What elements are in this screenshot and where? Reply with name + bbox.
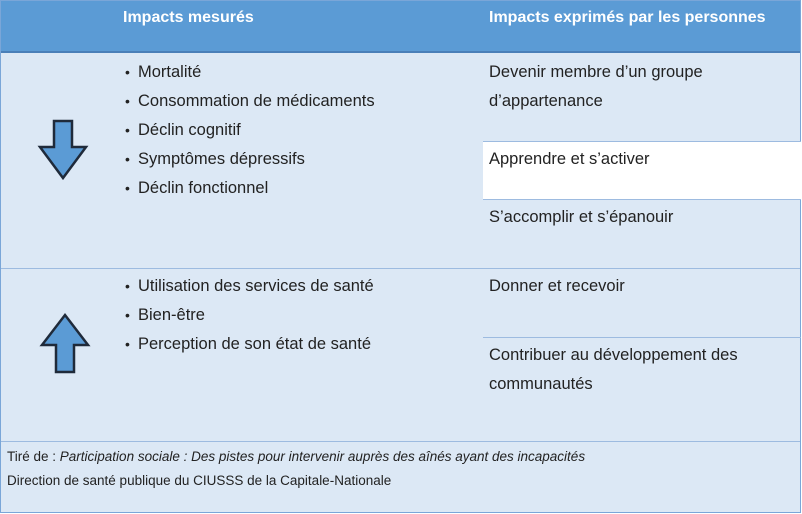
expressed-item: Donner et recevoir — [489, 277, 625, 295]
header-expressed: Impacts exprimés par les personnes — [489, 9, 766, 26]
expressed-item: Devenir membre d’un groupe d’appartenance — [489, 63, 703, 110]
cell-divider — [483, 337, 801, 338]
list-item: • Déclin cognitif — [125, 121, 241, 139]
cell-divider — [483, 199, 801, 200]
expressed-item: S’accomplir et s’épanouir — [489, 208, 674, 226]
list-item: • Perception de son état de santé — [125, 335, 371, 353]
row-divider — [1, 441, 800, 442]
list-item: • Symptômes dépressifs — [125, 150, 305, 168]
list-item: • Mortalité — [125, 63, 202, 81]
list-item: • Consommation de médicaments — [125, 92, 375, 110]
citation-title: Participation sociale : Des pistes pour intervenir auprès des aînés ayant des incapacités — [59, 449, 586, 464]
list-item: • Utilisation des services de santé — [125, 277, 374, 295]
list-item: • Bien-être — [125, 306, 205, 324]
header-measured: Impacts mesurés — [123, 9, 254, 26]
measured-list-1 — [125, 58, 375, 203]
cell-divider — [483, 141, 801, 142]
citation-prefix: Tiré de : — [7, 449, 60, 464]
arrow-up-icon — [39, 312, 91, 374]
expressed-item: Contribuer au développement des communautés — [489, 346, 738, 393]
citation-source: Direction de santé publique du CIUSSS de la Capitale-Nationale — [7, 473, 392, 488]
measured-list-2 — [125, 272, 374, 359]
table-header — [1, 1, 800, 51]
arrow-down-icon — [37, 119, 89, 181]
expressed-item: Apprendre et s’activer — [489, 150, 650, 168]
header-divider — [1, 51, 800, 53]
row-divider — [1, 268, 800, 269]
list-item: • Déclin fonctionnel — [125, 179, 269, 197]
source-citation — [7, 449, 585, 464]
